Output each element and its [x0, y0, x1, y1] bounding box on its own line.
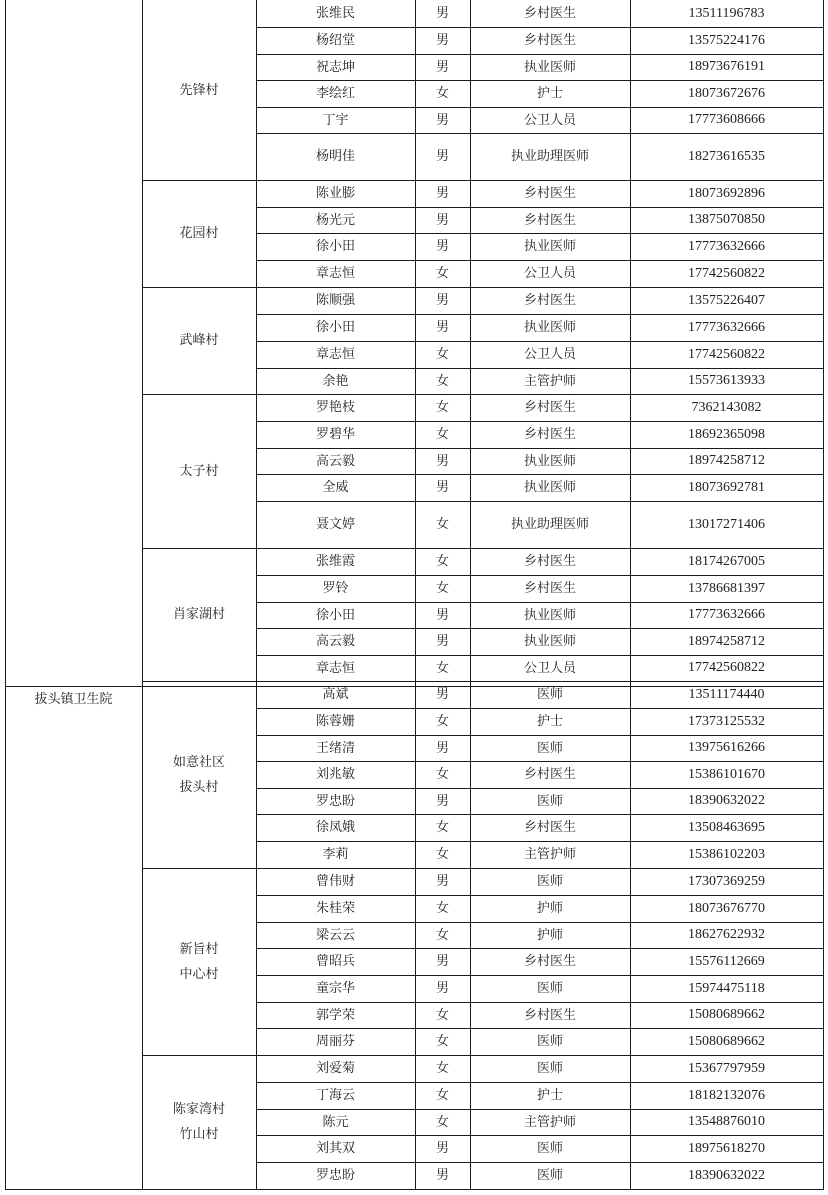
staff-role: 乡村医生: [523, 427, 576, 442]
staff-name: 刘爱菊: [315, 1061, 355, 1076]
hospital-name: 拔头镇卫生院: [34, 692, 113, 707]
staff-role: 执业医师: [523, 634, 576, 649]
staff-gender: 女: [435, 1088, 449, 1103]
staff-role: 护士: [536, 1088, 563, 1103]
grid-line: [630, 0, 631, 1190]
staff-gender: 男: [435, 186, 449, 201]
staff-name: 刘其双: [315, 1141, 355, 1156]
staff-gender: 男: [435, 239, 449, 254]
staff-name: 徐小田: [315, 320, 355, 335]
staff-gender: 男: [435, 480, 449, 495]
village-name: [142, 868, 256, 1055]
staff-name: 李莉: [322, 847, 349, 862]
staff-name: 梁云云: [315, 927, 355, 943]
staff-role: 乡村医生: [523, 1007, 576, 1023]
staff-phone: 13575226407: [688, 292, 765, 308]
staff-phone: 17742560822: [688, 346, 765, 362]
staff-gender: 男: [435, 212, 449, 228]
staff-name: 高云毅: [315, 634, 355, 649]
staff-role: 医师: [536, 793, 563, 809]
staff-gender: 男: [435, 634, 449, 649]
staff-gender: 男: [435, 793, 449, 809]
staff-phone: 15367797959: [688, 1060, 765, 1076]
staff-name: 陈业膨: [315, 186, 355, 201]
grid-line: [142, 394, 257, 395]
staff-phone: 13975616266: [688, 740, 765, 755]
staff-phone: 17773632666: [688, 607, 765, 622]
grid-line: [142, 287, 257, 288]
staff-role: 执业助理医师: [510, 517, 589, 532]
staff-role: 医师: [536, 874, 563, 889]
staff-phone: 18174267005: [688, 553, 765, 569]
staff-role: 公卫人员: [523, 266, 576, 281]
staff-gender: 男: [435, 1141, 449, 1156]
staff-phone: 17773632666: [688, 238, 765, 254]
staff-phone: 15386101670: [688, 766, 765, 782]
staff-name: 杨光元: [315, 212, 355, 228]
village-name-line: 先锋村: [179, 82, 219, 98]
village-name: [142, 287, 256, 394]
staff-phone: 13875070850: [688, 212, 765, 227]
staff-name: 祝志坤: [315, 59, 355, 75]
village-name: [142, 180, 256, 287]
grid-line: [142, 180, 257, 181]
staff-name: 刘兆敏: [315, 767, 355, 782]
staff-gender: 男: [435, 954, 449, 969]
staff-role: 执业医师: [523, 320, 576, 335]
staff-role: 公卫人员: [523, 347, 576, 362]
staff-phone: 18073676770: [688, 900, 765, 916]
staff-name: 章志恒: [315, 266, 355, 281]
staff-role: 乡村医生: [523, 6, 576, 21]
staff-phone: 13548876010: [688, 1114, 765, 1129]
staff-name: 李绘红: [315, 86, 355, 101]
staff-role: 乡村医生: [523, 400, 576, 415]
village-name: [142, 1055, 256, 1189]
staff-name: 曾伟财: [315, 874, 355, 889]
staff-phone: 18182132076: [688, 1087, 765, 1103]
staff-role: 乡村医生: [523, 554, 576, 569]
staff-role: 医师: [536, 687, 563, 702]
staff-gender: 女: [435, 1114, 449, 1130]
staff-name: 章志恒: [315, 347, 355, 362]
grid-line: [823, 0, 824, 1190]
grid-line: [142, 0, 143, 1190]
staff-phone: 17373125532: [688, 713, 765, 729]
staff-gender: 女: [435, 714, 449, 729]
staff-name: 罗忠盼: [315, 1168, 355, 1183]
staff-role: 乡村医生: [523, 33, 576, 48]
staff-name: 罗艳枝: [315, 400, 355, 415]
staff-role: 乡村医生: [523, 293, 576, 308]
village-name-line: 花园村: [179, 226, 219, 241]
staff-name: 罗忠盼: [315, 793, 355, 809]
staff-gender: 男: [435, 33, 449, 48]
village-name: [142, 394, 256, 548]
staff-gender: 女: [435, 927, 449, 943]
staff-phone: 13508463695: [688, 819, 765, 835]
staff-name: 杨绍堂: [315, 33, 355, 48]
staff-role: 主管护师: [523, 847, 576, 862]
staff-role: 医师: [536, 981, 563, 996]
staff-phone: 15576112669: [688, 953, 765, 969]
grid-line: [256, 0, 257, 1190]
staff-role: 公卫人员: [523, 112, 576, 128]
grid-line: [142, 681, 257, 682]
staff-role: 乡村医生: [523, 954, 576, 969]
staff-gender: 男: [435, 687, 449, 702]
staff-phone: 15573613933: [688, 373, 765, 388]
staff-gender: 女: [435, 517, 449, 532]
village-name: [142, 681, 256, 868]
staff-gender: 男: [435, 981, 449, 996]
staff-phone: 18073672676: [688, 85, 765, 101]
staff-role: 护师: [536, 927, 563, 943]
staff-gender: 女: [435, 347, 449, 362]
village-name-line: 拔头村: [179, 779, 219, 795]
village-name-line: 陈家湾村: [172, 1102, 225, 1117]
village-name-line: 中心村: [179, 966, 219, 982]
staff-gender: 女: [435, 373, 449, 389]
staff-phone: 18273616535: [688, 148, 765, 164]
staff-gender: 男: [435, 112, 449, 128]
staff-gender: 女: [435, 86, 449, 101]
staff-gender: 男: [435, 874, 449, 889]
staff-name: 罗铃: [322, 581, 349, 596]
staff-gender: 男: [435, 453, 449, 469]
village-name-line: 武峰村: [179, 333, 219, 348]
staff-role: 护士: [536, 86, 563, 101]
staff-gender: 女: [435, 820, 449, 835]
staff-name: 王绪清: [315, 740, 355, 756]
staff-gender: 男: [435, 149, 449, 164]
staff-name: 周丽芬: [315, 1034, 355, 1049]
staff-phone: 17742560822: [688, 660, 765, 675]
staff-name: 徐小田: [315, 607, 355, 623]
staff-phone: 15080689662: [688, 1033, 765, 1049]
staff-phone: 13511174440: [688, 686, 765, 702]
staff-phone: 15974475118: [688, 980, 765, 996]
staff-name: 余艳: [322, 373, 349, 389]
grid-line: [5, 0, 6, 1190]
staff-name: 郭学荣: [315, 1007, 355, 1023]
staff-name: 杨明佳: [315, 149, 355, 164]
staff-gender: 女: [435, 660, 449, 676]
staff-name: 张维霞: [315, 554, 355, 569]
staff-name: 曾昭兵: [315, 954, 355, 969]
staff-role: 护士: [536, 714, 563, 729]
staff-role: 执业医师: [523, 480, 576, 495]
staff-role: 乡村医生: [523, 212, 576, 228]
staff-name: 丁海云: [315, 1088, 355, 1103]
staff-name: 全威: [322, 480, 349, 495]
staff-phone: 15386102203: [688, 846, 765, 862]
staff-phone: 18692365098: [688, 426, 765, 442]
staff-gender: 女: [435, 1007, 449, 1023]
staff-gender: 女: [435, 581, 449, 596]
staff-gender: 女: [435, 427, 449, 442]
staff-role: 执业医师: [523, 59, 576, 75]
staff-role: 乡村医生: [523, 820, 576, 835]
staff-gender: 男: [435, 293, 449, 308]
grid-line: [470, 0, 471, 1190]
staff-gender: 女: [435, 266, 449, 281]
village-name-line: 太子村: [179, 463, 219, 479]
staff-name: 童宗华: [315, 981, 355, 996]
staff-phone: 18627622932: [688, 927, 765, 942]
staff-gender: 女: [435, 400, 449, 415]
staff-name: 陈元: [322, 1114, 349, 1130]
staff-name: 朱桂荣: [315, 901, 355, 916]
grid-line: [415, 0, 416, 1190]
staff-name: 罗碧华: [315, 427, 355, 442]
grid-line: [142, 868, 257, 869]
staff-name: 丁宇: [322, 112, 349, 128]
staff-role: 医师: [536, 1141, 563, 1156]
village-name-line: 新旨村: [179, 941, 219, 957]
staff-gender: 女: [435, 1061, 449, 1076]
staff-role: 乡村医生: [523, 581, 576, 596]
staff-role: 乡村医生: [523, 767, 576, 782]
staff-name: 章志恒: [315, 660, 355, 676]
staff-phone: 18390632022: [688, 793, 765, 808]
staff-phone: 18975618270: [688, 1140, 765, 1156]
staff-gender: 男: [435, 607, 449, 623]
staff-role: 主管护师: [523, 1114, 576, 1130]
staff-name: 陈顺强: [315, 293, 355, 308]
staff-role: 乡村医生: [523, 186, 576, 201]
staff-name: 张维民: [315, 6, 355, 21]
staff-role: 护师: [536, 901, 563, 916]
staff-gender: 女: [435, 767, 449, 782]
staff-role: 医师: [536, 1168, 563, 1183]
staff-gender: 男: [435, 6, 449, 21]
staff-phone: 18974258712: [688, 633, 765, 649]
staff-name: 陈蓉姗: [315, 714, 355, 729]
staff-phone: 17773632666: [688, 319, 765, 335]
staff-gender: 男: [435, 59, 449, 75]
staff-role: 执业医师: [523, 607, 576, 623]
staff-phone: 17742560822: [688, 265, 765, 281]
staff-role: 主管护师: [523, 373, 576, 389]
staff-phone: 7362143082: [691, 399, 762, 415]
staff-gender: 女: [435, 554, 449, 569]
staff-phone: 17307369259: [688, 873, 765, 889]
staff-role: 医师: [536, 1034, 563, 1049]
staff-phone: 18073692896: [688, 185, 765, 201]
village-name-line: 肖家湖村: [172, 607, 225, 622]
staff-gender: 女: [435, 847, 449, 862]
staff-phone: 13575224176: [688, 32, 765, 48]
village-name: [142, 548, 256, 681]
grid-line: [142, 1055, 257, 1056]
staff-phone: 18973676191: [688, 59, 765, 74]
staff-phone: 18390632022: [688, 1167, 765, 1183]
staff-gender: 女: [435, 901, 449, 916]
staff-name: 徐凤娥: [315, 820, 355, 835]
staff-name: 高斌: [322, 687, 349, 702]
staff-role: 医师: [536, 1061, 563, 1076]
village-name: [142, 0, 256, 180]
staff-phone: 13511196783: [688, 5, 765, 21]
village-name-line: 如意社区: [172, 754, 225, 770]
staff-gender: 女: [435, 1034, 449, 1049]
staff-phone: 13786681397: [688, 580, 765, 596]
staff-role: 执业医师: [523, 453, 576, 469]
staff-name: 聂文婷: [315, 517, 355, 532]
staff-phone: 18073692781: [688, 479, 765, 495]
staff-gender: 男: [435, 320, 449, 335]
staff-name: 徐小田: [315, 239, 355, 254]
staff-role: 医师: [536, 740, 563, 756]
staff-role: 公卫人员: [523, 660, 576, 676]
grid-line: [142, 548, 257, 549]
staff-role: 执业助理医师: [510, 149, 589, 164]
staff-role: 执业医师: [523, 239, 576, 254]
staff-gender: 男: [435, 1168, 449, 1183]
staff-phone: 15080689662: [688, 1007, 765, 1022]
staff-gender: 男: [435, 740, 449, 756]
staff-phone: 18974258712: [688, 453, 765, 468]
staff-phone: 17773608666: [688, 112, 765, 127]
staff-name: 高云毅: [315, 453, 355, 469]
staff-phone: 13017271406: [688, 516, 765, 532]
village-name-line: 竹山村: [179, 1127, 219, 1142]
